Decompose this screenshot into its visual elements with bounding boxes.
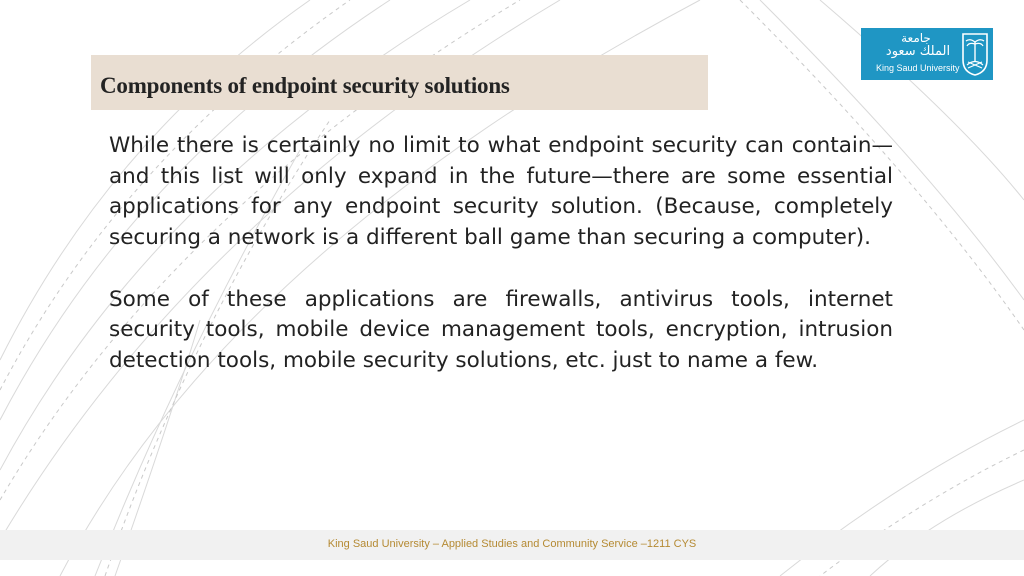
logo-english-name: King Saud University [876, 63, 960, 73]
slide-body [109, 131, 893, 377]
logo-arabic-line-1: جامعة [901, 31, 931, 45]
title-band [91, 55, 708, 110]
logo-arabic-line-2: الملك سعود [885, 44, 951, 59]
footer-band [0, 530, 1024, 560]
slide-title: Components of endpoint security solutions [100, 73, 510, 98]
body-paragraph-2: Some of these applications are firewalls, antivirus tools, internet security tools, mobile device management tools, encryption, intrusion detection tools, mobile security solutions, etc. just to name a few. [109, 286, 893, 373]
university-logo [861, 28, 993, 80]
footer-text: King Saud University – Applied Studies and Community Service –1211 CYS [327, 538, 697, 550]
palm-swords-emblem-icon [961, 32, 989, 76]
body-paragraph-1: While there is certainly no limit to what endpoint security can contain—and this list will only expand in the future—there are some essential applications for any endpoint security solution. (Because, completely securing a network is a different ball game than securing a computer). [109, 133, 893, 251]
